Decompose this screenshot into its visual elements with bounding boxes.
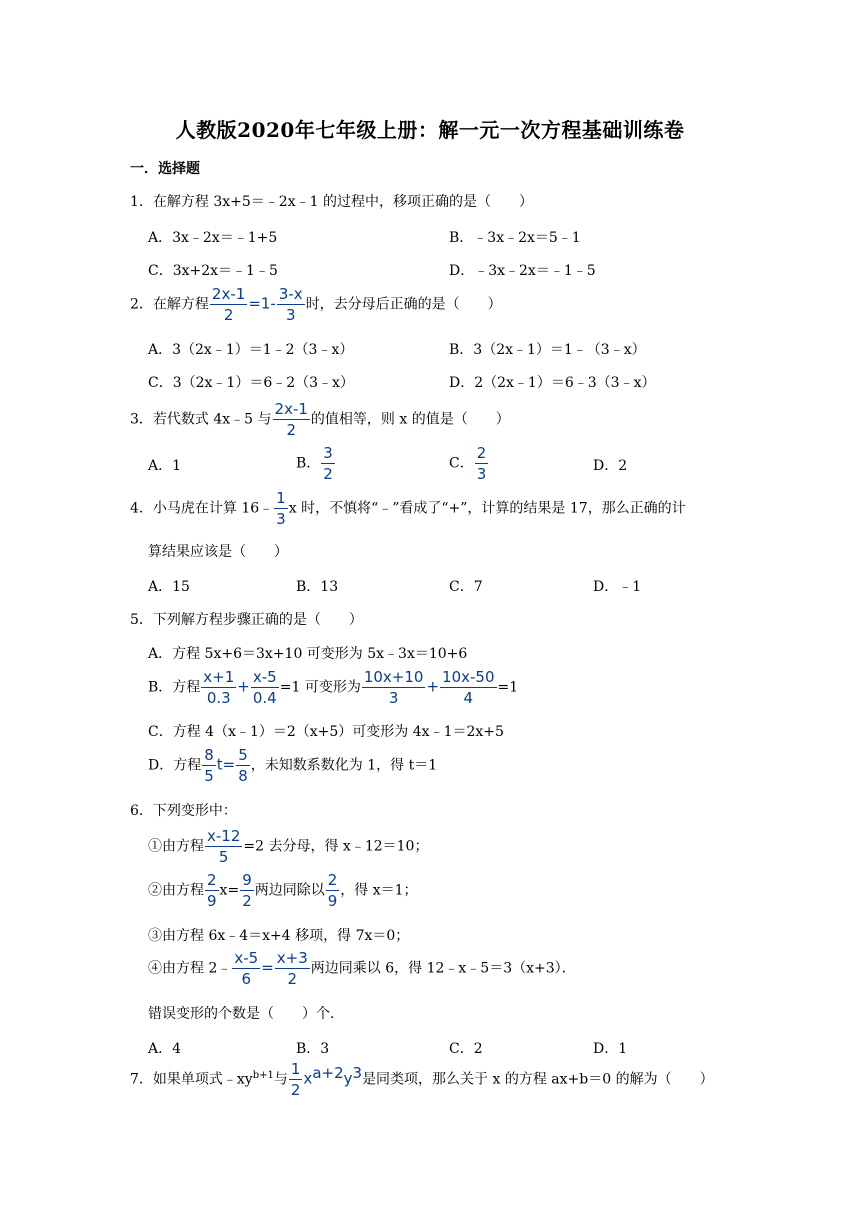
fraction-denominator: 3 [285, 306, 296, 324]
fraction-denominator: 0.3 [206, 689, 231, 707]
fraction-denominator: 3 [476, 465, 487, 483]
q6-item-2-fraction-1 [205, 870, 219, 911]
q2-option-c[interactable]: C．3（2x﹣1）＝6﹣2（3﹣x） [148, 375, 354, 391]
fraction-numerator: 2 [207, 871, 217, 889]
q6-item-3: ③由方程 6x﹣4＝x+4 移项，得 7x＝0； [148, 928, 410, 944]
q6-item-2-mid2: 两边同除以 [254, 882, 325, 899]
q4-option-b[interactable]: B．13 [296, 579, 339, 595]
q5-d-text-pre: D．方程 [148, 757, 202, 774]
q5-option-a[interactable]: A．方程 5x+6＝3x+10 可变形为 5x﹣3x＝10+6 [148, 646, 468, 662]
q1-option-d[interactable]: D．﹣3x﹣2x＝﹣1﹣5 [449, 263, 596, 279]
section-heading: 一．选择题 [130, 161, 200, 177]
q4-text-post: x 时，不慎将“﹣”看成了“+”，计算的结果是 17，那么正确的计 [288, 500, 686, 517]
q5-d-fraction-1 [202, 745, 216, 786]
q2-text-pre: 2．在解方程 [130, 296, 209, 313]
fraction-numerator: x-5 [251, 667, 279, 688]
fraction-numerator: 3 [323, 444, 333, 462]
q6-item-2-fraction-3 [326, 870, 340, 911]
q6-item-4-post: 两边同乘以 6，得 12﹣x﹣5＝3（x+3）． [310, 960, 576, 977]
fraction-denominator: 8 [238, 767, 248, 785]
q6-item-1-post: =2 去分母，得 x﹣12＝10； [243, 838, 429, 855]
q5-d-text-mid: t= [216, 755, 236, 774]
q7-sup-1: b+1 [252, 1069, 274, 1081]
q6-item-1-fraction [205, 826, 242, 867]
question-1-stem: 1．在解方程 3x+5＝﹣2x﹣1 的过程中，移项正确的是（ ） [130, 194, 533, 210]
q5-d-text-post: ，未知数系数化为 1，得 t＝1 [250, 757, 438, 774]
question-6-stem: 6．下列变形中： [130, 803, 237, 819]
q5-b-fraction-3 [362, 667, 426, 708]
q2-option-b[interactable]: B．3（2x﹣1）＝1﹣（3﹣x） [449, 342, 646, 358]
fraction-denominator: 6 [241, 970, 252, 988]
q2-option-a[interactable]: A．3（2x﹣1）＝1﹣2（3﹣x） [148, 342, 354, 358]
q2-fraction-2 [277, 284, 305, 325]
question-4-stem [130, 488, 686, 529]
q6-item-4-pre: ④由方程 2﹣ [148, 960, 232, 977]
q7-text-post: 是同类项，那么关于 x 的方程 ax+b＝0 的解为（ ） [362, 1071, 714, 1088]
q7-sup-3: 3 [352, 1063, 363, 1082]
q6-item-2-post: ，得 x＝1； [340, 882, 418, 899]
q6-item-1-pre: ①由方程 [148, 838, 204, 855]
q5-b-fraction-2 [251, 667, 279, 708]
fraction-denominator: 2 [242, 892, 252, 910]
q6-item-4 [148, 948, 576, 989]
q5-option-b[interactable] [148, 667, 518, 708]
fraction-numerator: 2x-1 [274, 400, 308, 418]
q1-option-c[interactable]: C．3x+2x＝﹣1﹣5 [148, 263, 278, 279]
q7-text-pre: 7．如果单项式﹣xy [130, 1071, 253, 1088]
q7-var-y: y [343, 1069, 353, 1088]
fraction-denominator: 4 [463, 689, 474, 707]
q5-b-plus: + [237, 677, 250, 696]
q1-option-b[interactable]: B．﹣3x﹣2x＝5﹣1 [449, 230, 581, 246]
page-title: 人教版2020年七年级上册：解一元一次方程基础训练卷 [175, 118, 685, 142]
q2-option-d[interactable]: D．2（2x﹣1）＝6﹣3（3﹣x） [449, 375, 656, 391]
q6-item-4-mid: = [261, 958, 274, 977]
q5-d-fraction-2 [236, 745, 250, 786]
fraction-numerator: 3-x [278, 285, 303, 303]
q6-item-4-fraction-2 [275, 948, 310, 989]
fraction-numerator: 2 [476, 444, 487, 462]
fraction-numerator: x-5 [234, 949, 259, 967]
q7-var-x: x [303, 1069, 313, 1088]
q5-option-d[interactable] [148, 745, 437, 786]
fraction-denominator: 5 [204, 767, 214, 785]
q7-sup-2: a+2 [312, 1063, 344, 1082]
q3-fraction [273, 399, 310, 440]
fraction-denominator: 0.4 [252, 689, 277, 707]
fraction-numerator: 5 [238, 746, 248, 764]
q3-option-c-fraction [475, 443, 489, 484]
q3-option-b-fraction [321, 443, 335, 484]
q2-text-mid: =1- [248, 294, 276, 313]
q5-option-c[interactable]: C．方程 4（x﹣1）＝2（x+5）可变形为 4x﹣1＝2x+5 [148, 724, 504, 740]
q5-b-text-mid: =1 可变形为 [279, 679, 361, 696]
fraction-numerator: 8 [204, 746, 214, 764]
q5-b-fraction-4 [440, 667, 496, 708]
q6-item-2-mid: x= [219, 882, 240, 899]
question-3-stem [130, 399, 510, 440]
fraction-denominator: 3 [388, 689, 399, 707]
fraction-denominator: 9 [207, 892, 217, 910]
q6-tail: 错误变形的个数是（ ）个． [148, 1006, 344, 1022]
fraction-denominator: 9 [327, 892, 338, 910]
question-2-stem [130, 284, 502, 325]
q6-item-1 [148, 826, 428, 867]
question-7-stem [130, 1059, 714, 1100]
q6-item-2-pre: ②由方程 [148, 882, 204, 899]
q5-b-text-pre: B．方程 [148, 679, 201, 696]
q3-option-d[interactable]: D．2 [593, 458, 628, 474]
question-5-stem: 5．下列解方程步骤正确的是（ ） [130, 612, 363, 628]
fraction-denominator: 2 [286, 421, 296, 439]
q6-option-b[interactable]: B．3 [296, 1041, 330, 1057]
q5-b-plus-2: + [426, 677, 440, 696]
fraction-numerator: 9 [242, 871, 252, 889]
q4-text-pre: 4．小马虎在计算 16﹣ [130, 500, 274, 517]
q4-fraction [274, 488, 288, 529]
q3-option-a[interactable]: A．1 [148, 458, 182, 474]
fraction-denominator: 2 [290, 1081, 301, 1099]
q4-option-d[interactable]: D．﹣1 [593, 579, 642, 595]
q4-option-c[interactable]: C．7 [449, 579, 483, 595]
q2-fraction-1 [210, 284, 247, 325]
q7-text-mid: 与 [273, 1071, 288, 1088]
q6-item-2-fraction-2 [240, 870, 254, 911]
fraction-numerator: x+1 [203, 668, 235, 686]
q6-item-2 [148, 870, 418, 911]
q6-option-a[interactable]: A．4 [148, 1041, 182, 1057]
q5-b-fraction-1 [201, 667, 236, 708]
q6-item-4-fraction-1 [232, 948, 260, 989]
fraction-numerator: 10x+10 [363, 668, 424, 686]
q7-fraction [289, 1059, 303, 1100]
fraction-numerator: 2 [327, 871, 338, 889]
fraction-numerator: 1 [276, 489, 286, 507]
fraction-numerator: 2x-1 [211, 285, 246, 303]
q5-b-text-post: =1 [497, 679, 519, 696]
fraction-numerator: 1 [290, 1060, 301, 1078]
fraction-numerator: x+3 [276, 949, 308, 967]
fraction-denominator: 2 [223, 306, 234, 324]
fraction-numerator: x-12 [207, 827, 241, 845]
fraction-denominator: 5 [218, 848, 229, 866]
fraction-denominator: 2 [323, 465, 333, 483]
q3-text-post: 的值相等，则 x 的值是（ ） [310, 411, 510, 428]
q6-option-d[interactable]: D．1 [593, 1041, 628, 1057]
q3-option-b[interactable] [296, 443, 336, 484]
q3-option-c[interactable] [449, 443, 489, 484]
q4-option-a[interactable]: A．15 [148, 579, 190, 595]
option-label: B． [296, 455, 321, 472]
q1-option-a[interactable]: A．3x﹣2x＝﹣1+5 [148, 230, 278, 246]
option-label: C． [449, 455, 474, 472]
q4-stem-continued: 算结果应该是（ ） [148, 544, 288, 560]
fraction-numerator: 10x-50 [442, 668, 495, 686]
q6-option-c[interactable]: C．2 [449, 1041, 483, 1057]
q3-text-pre: 3．若代数式 4x﹣5 与 [130, 411, 272, 428]
fraction-denominator: 2 [287, 970, 298, 988]
q2-text-post: 时，去分母后正确的是（ ） [305, 296, 502, 313]
fraction-denominator: 3 [276, 510, 286, 528]
